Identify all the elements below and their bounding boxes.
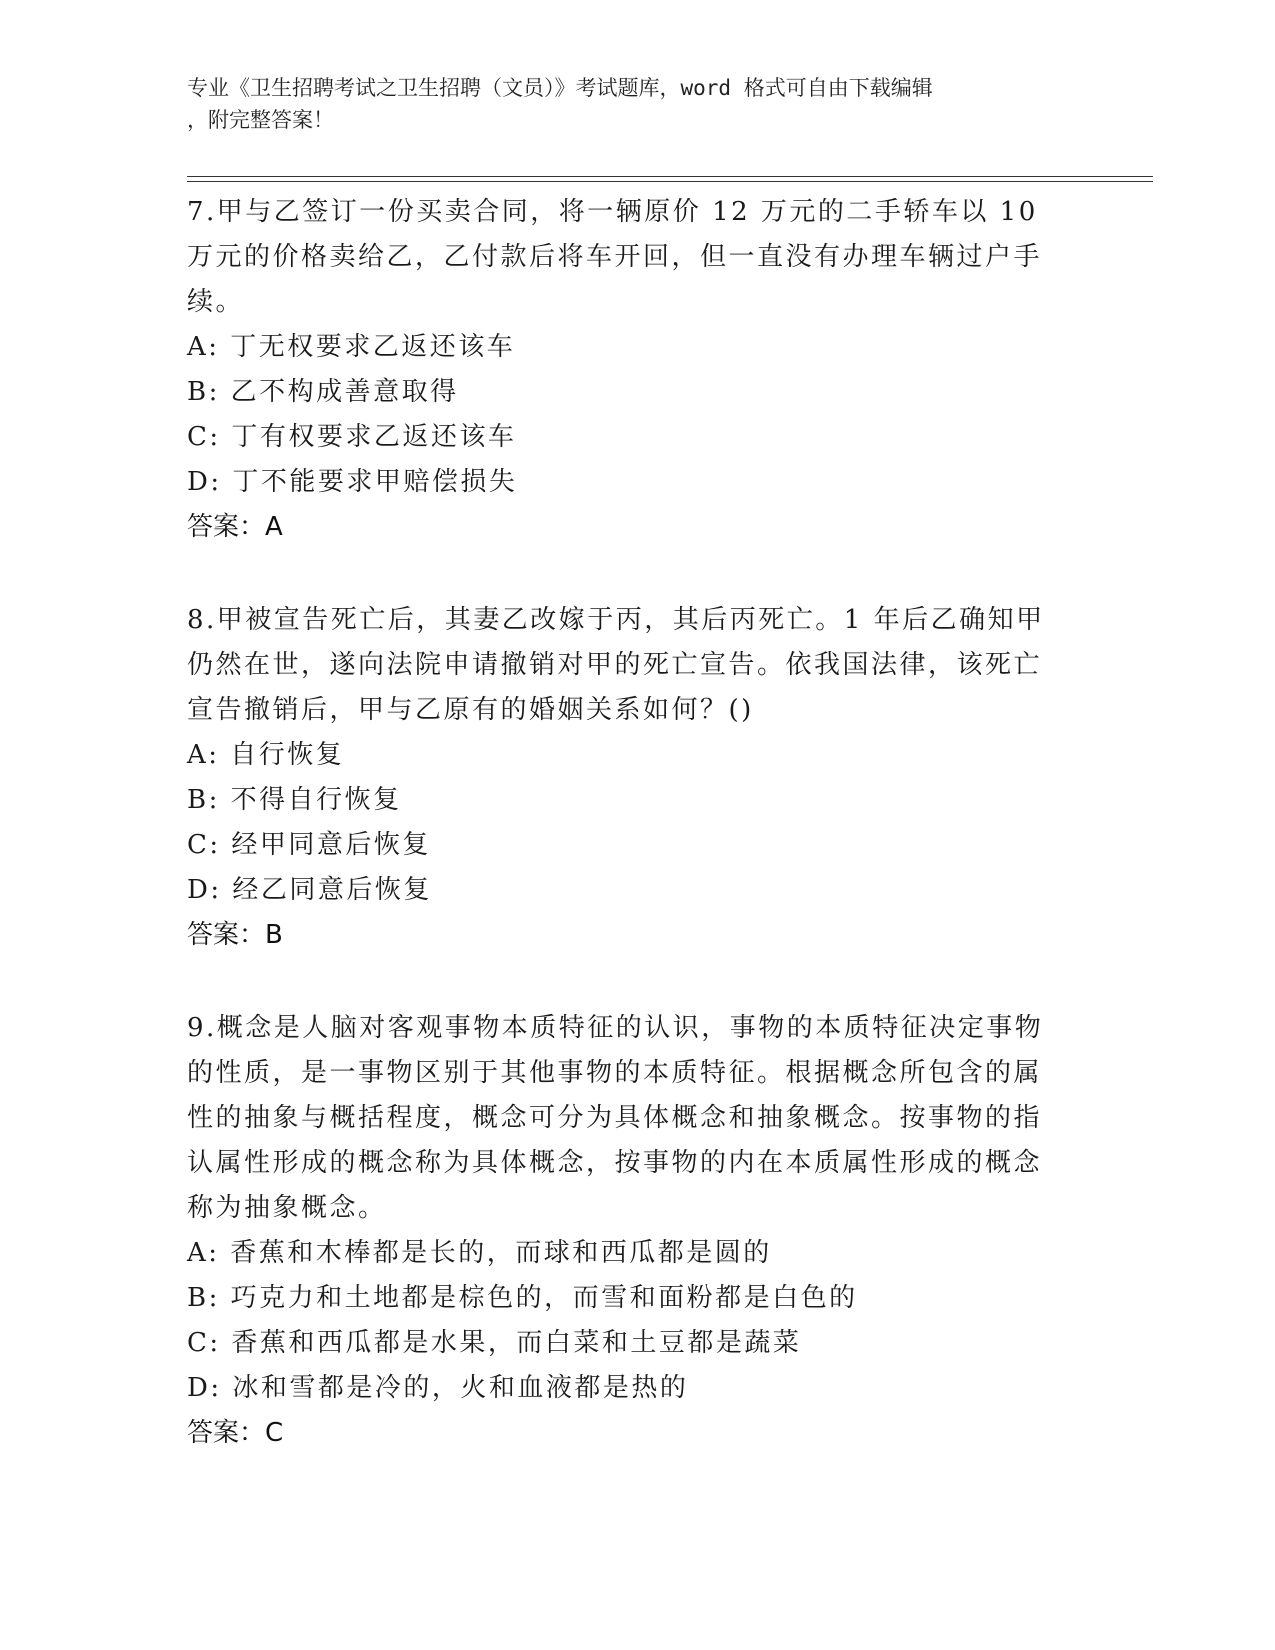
question-8-option-b: B: 不得自行恢复	[187, 785, 402, 815]
question-8-text: 8.甲被宣告死亡后，其妻乙改嫁于丙，其后丙死亡。1 年后乙确知甲仍然在世，遂向法院申请撤销对甲的死亡宣告。依我国法律，该死亡宣告撤销后，甲与乙原有的婚姻关系如何？()	[187, 605, 1045, 725]
question-7-option-a: A: 丁无权要求乙返还该车	[187, 332, 516, 362]
question-9-option-a: A: 香蕉和木棒都是长的，而球和西瓜都是圆的	[187, 1238, 772, 1268]
question-8-answer: 答案：B	[187, 920, 283, 950]
question-7-option-b: B: 乙不构成善意取得	[187, 377, 459, 407]
question-8	[187, 598, 1067, 958]
question-8-option-d: D: 经乙同意后恢复	[187, 875, 432, 905]
document-header	[187, 72, 1067, 136]
question-8-option-c: C: 经甲同意后恢复	[187, 830, 431, 860]
question-9-answer: 答案：C	[187, 1418, 284, 1448]
question-9-option-b: B: 巧克力和土地都是棕色的，而雪和面粉都是白色的	[187, 1283, 858, 1313]
header-rule-bottom	[187, 181, 1153, 182]
question-9-option-d: D: 冰和雪都是冷的，火和血液都是热的	[187, 1373, 689, 1403]
question-7-option-d: D: 丁不能要求甲赔偿损失	[187, 467, 518, 497]
question-7-option-c: C: 丁有权要求乙返还该车	[187, 422, 517, 452]
question-7-text: 7.甲与乙签订一份买卖合同，将一辆原价 12 万元的二手轿车以 10 万元的价格卖给乙，乙付款后将车开回，但一直没有办理车辆过户手续。	[187, 197, 1043, 317]
question-8-option-a: A: 自行恢复	[187, 740, 345, 770]
question-7	[187, 190, 1067, 550]
header-line-2: ，附完整答案！	[187, 108, 334, 132]
question-9	[187, 1006, 1067, 1456]
question-7-answer: 答案：A	[187, 512, 283, 542]
header-line-1: 专业《卫生招聘考试之卫生招聘（文员）》考试题库，word 格式可自由下载编辑	[187, 76, 933, 100]
question-9-option-c: C: 香蕉和西瓜都是水果，而白菜和土豆都是蔬菜	[187, 1328, 802, 1358]
header-rule-top	[187, 176, 1153, 177]
question-9-text: 9.概念是人脑对客观事物本质特征的认识，事物的本质特征决定事物的性质，是一事物区别于其他事物的本质特征。根据概念所包含的属性的抽象与概括程度，概念可分为具体概念和抽象概念。按事物的指认属性形成的概念称为具体概念，按事物的内在本质属性形成的概念称为抽象概念。	[187, 1013, 1044, 1223]
